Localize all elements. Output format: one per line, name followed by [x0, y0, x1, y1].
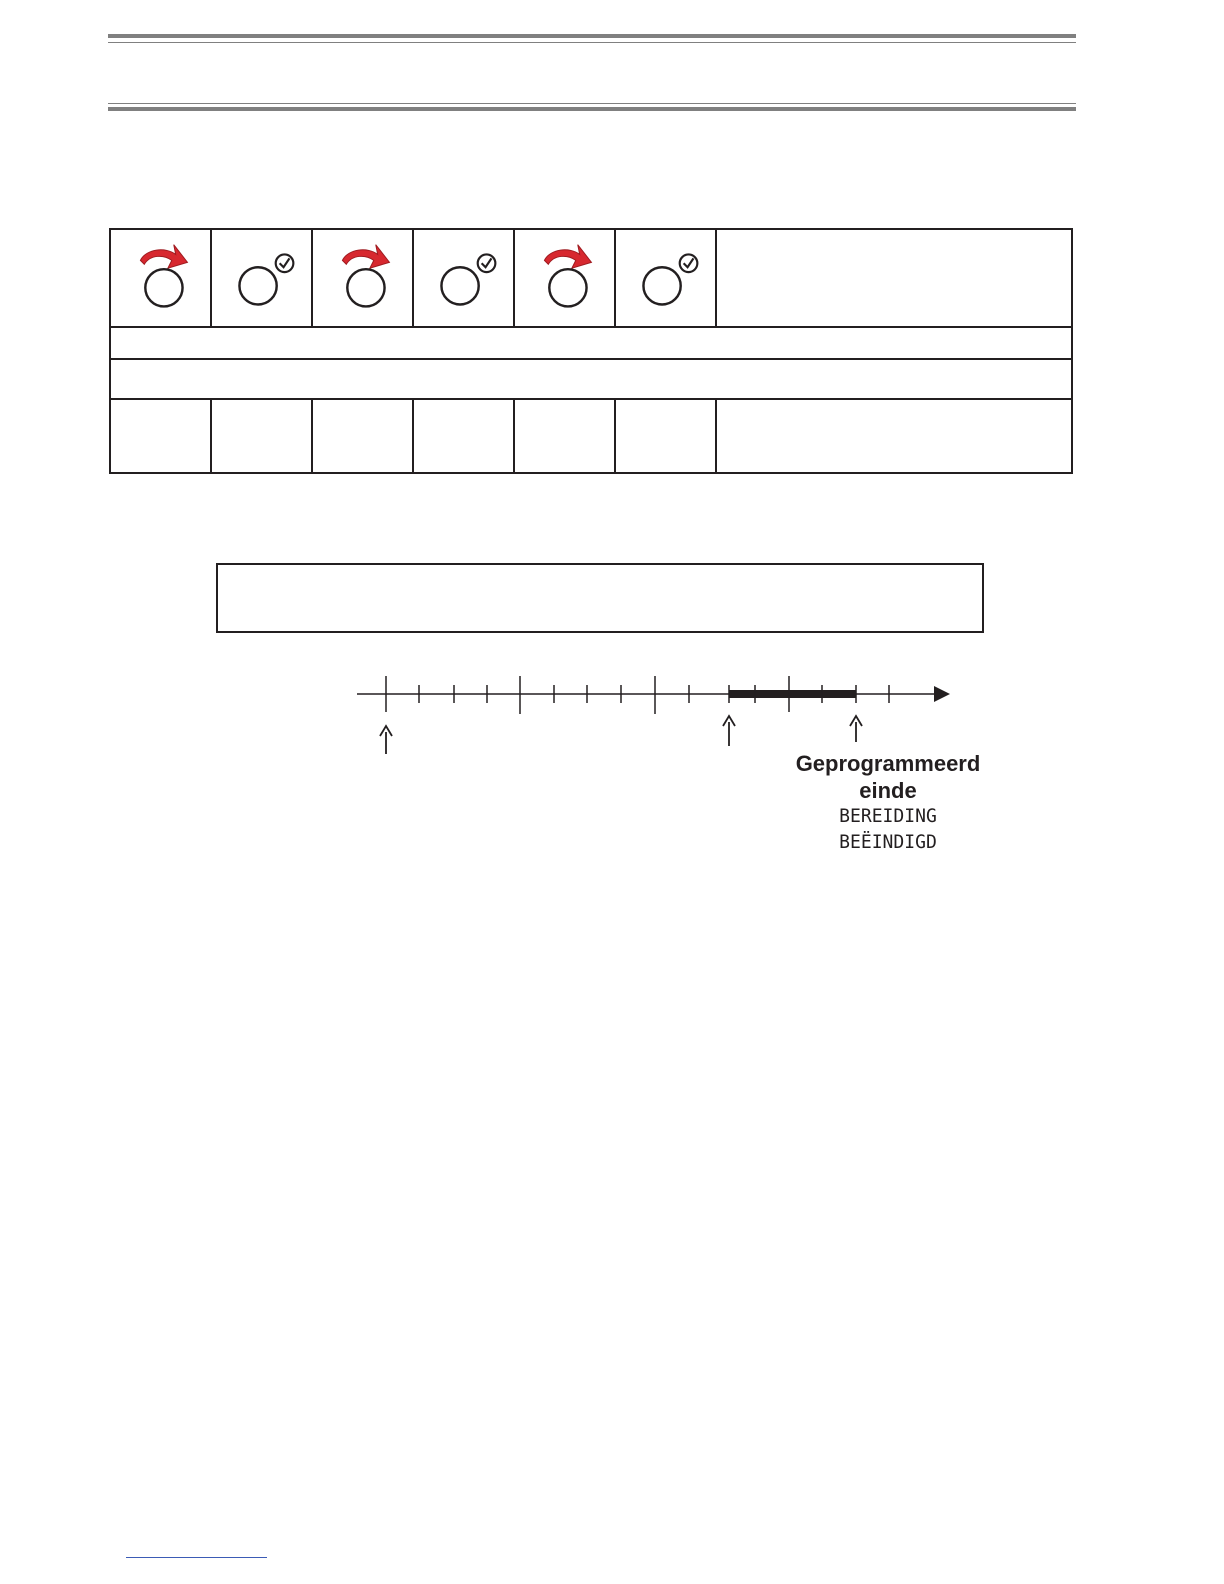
programmed-end-label-line2: einde	[859, 778, 917, 803]
footer-link-underline[interactable]	[126, 1557, 267, 1558]
turn-knob-icon	[111, 230, 210, 326]
timeline-arrowhead-icon	[934, 686, 950, 702]
step-description-cell	[716, 229, 1072, 327]
knob-confirm-icon	[414, 230, 513, 326]
step-value-1	[110, 399, 211, 473]
step-cell-4	[413, 229, 514, 327]
display-message-line2: BEËINDIGD	[839, 831, 937, 853]
step-cell-3	[312, 229, 413, 327]
timeline-cooking-segment	[729, 690, 856, 698]
header-rule-bottom-thin	[108, 103, 1076, 104]
step-cell-6	[615, 229, 716, 327]
timeline-cooking-start-arrow-icon	[723, 716, 735, 746]
step-value-5	[514, 399, 615, 473]
steps-full-row-2	[110, 359, 1072, 399]
timeline-end-arrow-icon	[850, 716, 862, 742]
turn-knob-icon	[515, 230, 614, 326]
knob-confirm-icon	[212, 230, 311, 326]
programmed-end-label-line1: Geprogrammeerd	[795, 751, 981, 776]
steps-icon-row	[110, 229, 1072, 327]
steps-full-row-1	[110, 327, 1072, 359]
header-rule-top-thin	[108, 42, 1076, 43]
header-rule-top-thick	[108, 34, 1076, 38]
knob-confirm-icon	[616, 230, 715, 326]
steps-full-cell-2	[110, 359, 1072, 399]
steps-table	[109, 228, 1073, 474]
step-value-2	[211, 399, 312, 473]
header-rule-bottom-thick	[108, 107, 1076, 111]
step-value-6	[615, 399, 716, 473]
step-cell-2	[211, 229, 312, 327]
steps-full-cell-1	[110, 327, 1072, 359]
step-value-description	[716, 399, 1072, 473]
timeline-start-arrow-icon	[380, 726, 392, 754]
display-message-line1: BEREIDING	[839, 805, 937, 827]
cooking-timeline	[350, 670, 960, 760]
step-value-3	[312, 399, 413, 473]
step-value-4	[413, 399, 514, 473]
steps-value-row	[110, 399, 1072, 473]
step-cell-5	[514, 229, 615, 327]
turn-knob-icon	[313, 230, 412, 326]
step-cell-1	[110, 229, 211, 327]
programmed-end-label	[776, 750, 1000, 804]
info-box	[216, 563, 984, 633]
